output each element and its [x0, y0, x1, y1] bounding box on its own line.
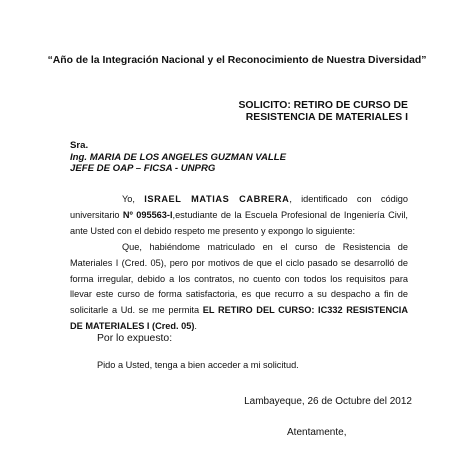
intro-middle: , identificado con código universitario — [70, 194, 408, 220]
intro-paragraph — [70, 192, 408, 239]
body-paragraph — [70, 240, 408, 335]
addressee-position: JEFE DE OAP – FICSA - UNPRG — [70, 163, 216, 174]
intro-suffix: ,estudiante de la Escuela Profesional de Ingeniería Civil, ante Usted con el debido respeto me presento y expongo lo siguiente: — [70, 209, 408, 236]
request-line: Pido a Usted, tenga a bien acceder a mi solicitud. — [97, 360, 299, 370]
body-request-bold: EL RETIRO DEL CURSO: IC332 RESISTENCIA DE MATERIALES I (Cred. 05) — [70, 305, 408, 331]
subject-block — [238, 100, 408, 124]
subject-line-1: SOLICITO: RETIRO DE CURSO DE — [238, 100, 408, 111]
body-end: . — [194, 320, 197, 331]
addressee-block — [70, 140, 286, 175]
year-motto: “Año de la Integración Nacional y el Reconocimiento de Nuestra Diversidad” — [47, 55, 427, 66]
student-name: ISRAEL MATIAS CABRERA — [144, 194, 290, 204]
subject-line-2: RESISTENCIA DE MATERIALES I — [245, 112, 408, 123]
closing-intro: Por lo expuesto: — [97, 333, 173, 344]
salutation: Sra. — [70, 140, 89, 151]
intro-prefix: Yo, — [122, 194, 145, 204]
student-code: Nº 095563-I — [122, 209, 173, 220]
sign-off: Atentamente, — [287, 427, 347, 438]
addressee-name: Ing. MARIA DE LOS ANGELES GUZMAN VALLE — [70, 151, 287, 163]
date-line: Lambayeque, 26 de Octubre del 2012 — [244, 396, 412, 407]
body-text: Que, habiéndome matriculado en el curso de Resistencia de Materiales I (Cred. 05), pero por motivos de que el ciclo pasado se desarrolló de forma irregular, debido a los contratos, no cuento con todos los requisitos para llevar este curso de forma satisfactoria, es que recurro a su despacho a fin de solicitarle a Ud. se me permita — [70, 242, 408, 316]
